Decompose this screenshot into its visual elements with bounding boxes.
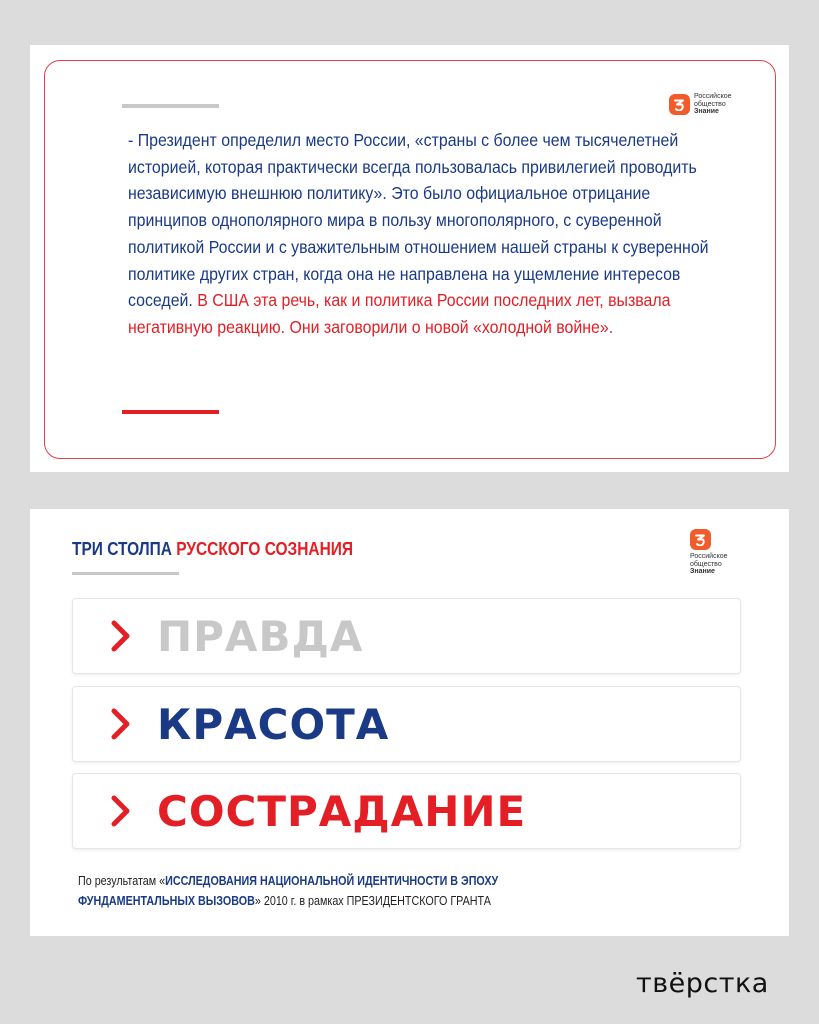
znanie-logo-icon — [690, 529, 711, 550]
title-red-part: РУССКОГО СОЗНАНИЯ — [176, 539, 354, 559]
pillar-label: КРАСОТА — [157, 699, 390, 749]
title-blue-part: ТРИ СТОЛПА — [72, 539, 177, 559]
study-title: ИССЛЕДОВАНИЯ НАЦИОНАЛЬНОЙ ИДЕНТИЧНОСТИ В ЭПОХУ ФУНДАМЕНТАЛЬНЫХ ВЫЗОВОВ — [78, 874, 499, 908]
chevron-right-icon — [109, 619, 133, 653]
pillar-label: ПРАВДА — [157, 611, 364, 661]
pillar-label: СОСТРАДАНИЕ — [157, 786, 527, 836]
logo-text: Российское общество Знание — [690, 553, 728, 575]
pillar-sostradanie — [72, 773, 741, 849]
source-footnote: По результатам «ИССЛЕДОВАНИЯ НАЦИОНАЛЬНОЙ ИДЕНТИЧНОСТИ В ЭПОХУ ФУНДАМЕНТАЛЬНЫХ ВЫЗОВОВ» 2010 г. в рамках ПРЕЗИДЕНТСКОГО ГРАНТА — [78, 874, 499, 908]
znanie-logo — [669, 93, 732, 116]
chevron-right-icon — [109, 794, 133, 828]
znanie-logo-icon — [669, 94, 690, 115]
pillar-pravda — [72, 598, 741, 674]
znanie-logo — [690, 529, 728, 576]
chevron-right-icon — [109, 707, 133, 741]
top-divider — [122, 104, 219, 108]
slide-title — [72, 539, 353, 560]
quote-red-part: В США эта речь, как и политика России последних лет, вызвала негативную реакцию. Они заговорили о новой «холодной войне». — [128, 290, 671, 337]
quote-slide — [30, 45, 789, 472]
title-divider — [72, 572, 179, 575]
verstka-brand-logo: твёрстка — [636, 968, 769, 999]
pillar-krasota — [72, 686, 741, 762]
quote-text — [128, 127, 717, 341]
quote-blue-part: - Президент определил место России, «страны с более чем тысячелетней историей, которая практически всегда пользовалась привилегией проводить независимую внешнюю политику». Это было официальное отрицание принципов однополярного мира в пользу многополярного, с суверенной политикой России и с уважительным отношением нашей страны к суверенной политике других стран, когда она не направлена на ущемление интересов соседей. — [128, 130, 709, 311]
bottom-divider — [122, 410, 219, 414]
pillars-slide — [30, 509, 789, 936]
logo-text: Российское общество Знание — [694, 93, 732, 115]
